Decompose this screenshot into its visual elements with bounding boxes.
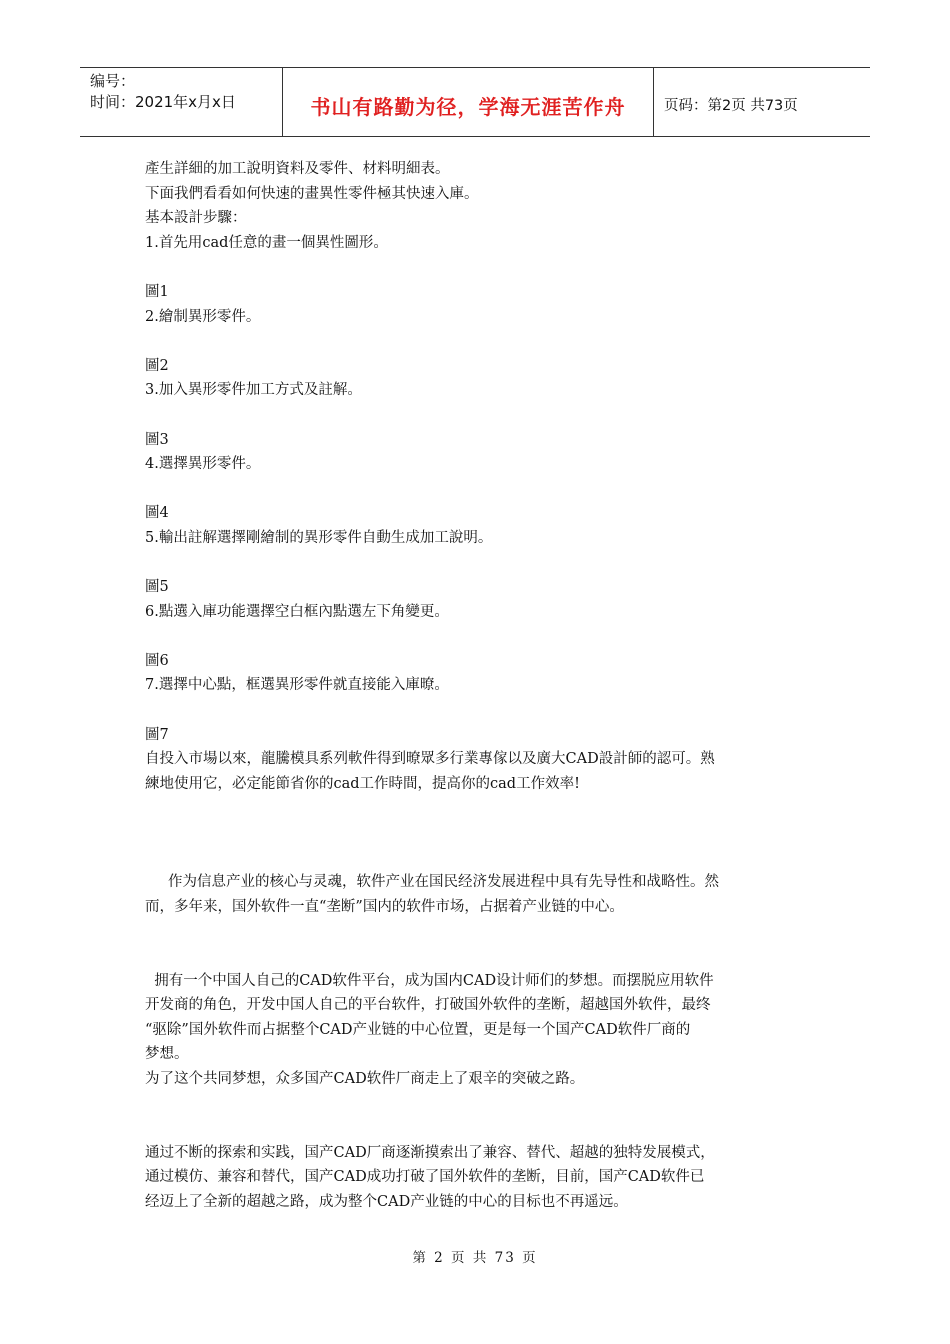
blank-line <box>145 1116 810 1141</box>
header-time-label: 时间：2021年x月x日 <box>90 93 236 111</box>
page-footer: 第 2 页 共 73 页 <box>412 1250 538 1266</box>
blank-line <box>145 919 810 944</box>
body-line: 自投入市場以來，龍騰模具系列軟件得到暸眾多行業專傢以及廣大CAD設計師的認可。熟 <box>145 751 715 768</box>
blank-line <box>145 624 810 649</box>
header-page-info: 页码：第2页 共73页 <box>664 97 798 114</box>
body-line: 下面我們看看如何快速的畫異性零件極其快速入庫。 <box>145 185 479 202</box>
body-line: 梦想。 <box>145 1046 189 1063</box>
body-line: 圖5 <box>145 579 169 596</box>
body-line: 作为信息产业的核心与灵魂，软件产业在国民经济发展进程中具有先导性和战略性。然 <box>145 874 720 891</box>
body-line: 6.點選入庫功能選擇空白框內點選左下角變更。 <box>145 603 449 620</box>
body-line: 而，多年来，国外软件一直“垄断”国内的软件市场，占据着产业链的中心。 <box>145 898 624 915</box>
body-line: 圖2 <box>145 357 169 374</box>
body-line: 通过模仿、兼容和替代，国产CAD成功打破了国外软件的垄断，目前，国产CAD软件已 <box>145 1169 705 1186</box>
blank-line <box>145 403 810 428</box>
body-line: 为了这个共同梦想，众多国产CAD软件厂商走上了艰辛的突破之路。 <box>145 1070 585 1087</box>
blank-line <box>145 477 810 502</box>
body-line: 圖6 <box>145 652 169 669</box>
blank-line <box>145 255 810 280</box>
body-line: 3.加入異形零件加工方式及註解。 <box>145 382 362 399</box>
page-header <box>80 67 870 137</box>
body-line: 1.首先用cad任意的畫一個異性圖形。 <box>145 234 388 251</box>
body-line: 4.選擇異形零件。 <box>145 456 261 473</box>
blank-line <box>145 846 810 871</box>
blank-line <box>145 329 810 354</box>
body-line: 经迈上了全新的超越之路，成为整个CAD产业链的中心的目标也不再遥远。 <box>145 1193 628 1210</box>
body-line: 2.繪制異形零件。 <box>145 308 261 325</box>
body-line: 7.選擇中心點，框選異形零件就直接能入庫暸。 <box>145 677 449 694</box>
body-line: 5.輸出註解選擇剛繪制的異形零件自動生成加工說明。 <box>145 529 493 546</box>
blank-line <box>145 551 810 576</box>
blank-line <box>145 698 810 723</box>
body-line: 拥有一个中国人自己的CAD软件平台，成为国内CAD设计师们的梦想。而摆脱应用软件 <box>145 972 714 989</box>
body-line: 基本設計步驟： <box>145 210 247 227</box>
header-motto: 书山有路勤为径，学海无涯苦作舟 <box>282 68 654 136</box>
blank-line <box>145 944 810 969</box>
body-line: 开发商的角色，开发中国人自己的平台软件，打破国外软件的垄断，超越国外软件，最终 <box>145 997 711 1014</box>
blank-line <box>145 796 810 821</box>
header-number-label: 编号： <box>90 72 136 90</box>
body-line: 練地使用它，必定能節省你的cad工作時間，提高你的cad工作效率! <box>145 775 580 792</box>
blank-line <box>145 821 810 846</box>
header-meta <box>80 68 282 136</box>
body-line: 產生詳細的加工說明資料及零件、材料明細表。 <box>145 161 450 177</box>
body-line: 圖4 <box>145 505 169 522</box>
document-body <box>145 157 810 1215</box>
body-line: 通过不断的探索和实践，国产CAD厂商逐渐摸索出了兼容、替代、超越的独特发展模式， <box>145 1144 715 1161</box>
body-line: 圖3 <box>145 431 169 448</box>
body-line: “驱除”国外软件而占据整个CAD产业链的中心位置，更是每一个国产CAD软件厂商的 <box>145 1021 691 1038</box>
body-line: 圖1 <box>145 283 169 300</box>
blank-line <box>145 1092 810 1117</box>
body-line: 圖7 <box>145 726 169 743</box>
